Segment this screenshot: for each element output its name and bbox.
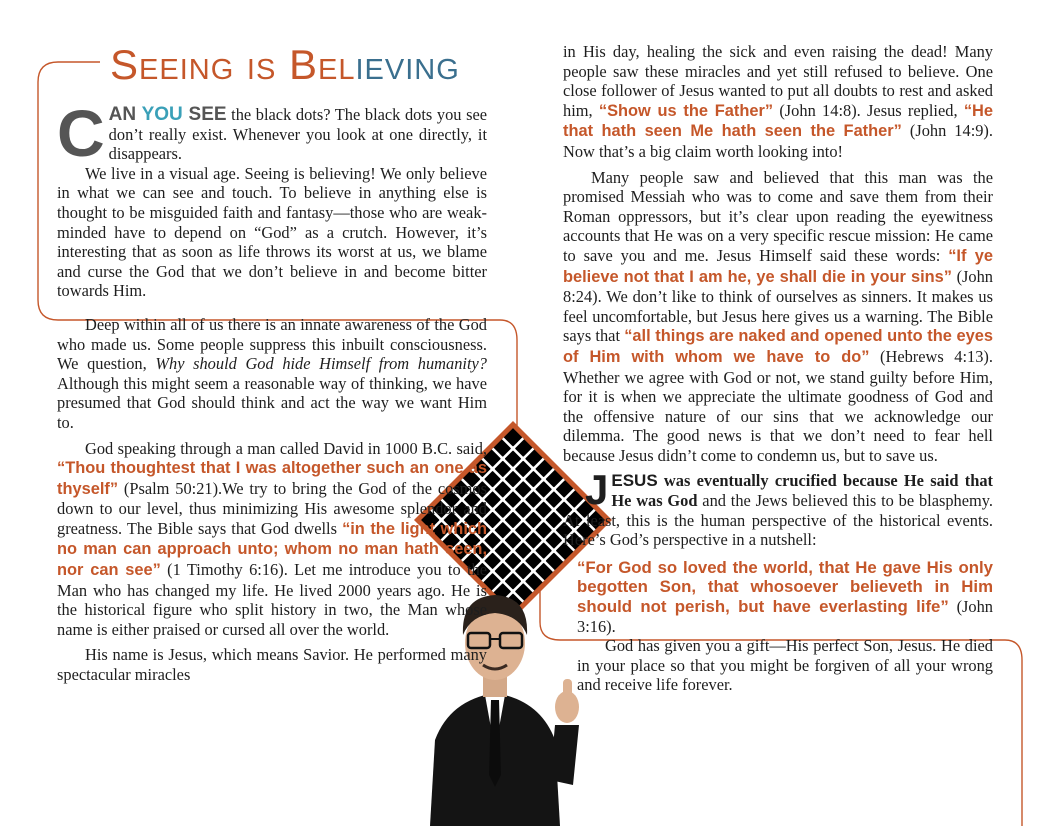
italic-question: Why should God hide Himself from humanity?	[155, 354, 487, 374]
drop-cap-c: C	[57, 96, 105, 170]
paragraph-visual-age: We live in a visual age. Seeing is believing! We only believe in what we can see and touch. To believe in anything else is thought to be misguided faith and fantasy—those who are weak-minded have to depend on “God” as a crutch. However, it’s interesting that as soon as life throws its worst at us, we blame and curse the God that we don’t believe in and become bitter towards Him.	[57, 163, 487, 301]
paragraph-messiah	[563, 168, 993, 466]
bold-statement: was eventually crucified because He said that He was God	[611, 471, 993, 511]
text-span: (John 3:16).	[577, 597, 993, 636]
title-part-orange: Seeing is Bel	[110, 41, 356, 88]
text-span: (Psalm 50:21).We try to bring the God of the cosmos down to our level, thus minimizing His awesome splendor and greatness. The Bible says that God dwells	[57, 478, 487, 538]
left-column	[57, 96, 488, 685]
lead-word-can: AN	[108, 104, 142, 125]
paragraph-gift: God has given you a gift—His perfect Son, Jesus. He died in your place so that you might be forgiven of all your wrong and receive life forever.	[577, 636, 993, 695]
quote-john-3-16: “For God so loved the world, that He gave His only begotten Son, that whosoever believeth in Him should not perish, but have everlasting life”	[577, 557, 993, 617]
text-span: (John 8:24). We don’t like to think of ourselves as sinners. It makes us feel uncomfortable, but Jesus here gives us a warning. The Bible says that	[563, 266, 993, 346]
paragraph-john-3-16	[563, 558, 993, 636]
paragraph-miracles	[563, 42, 993, 162]
article-title	[110, 40, 460, 90]
text-span: Many people saw and believed that this man was the promised Messiah who was to come and save them from their Roman oppressors, but it’s clear upon reading the eyewitness accounts that He was on a very specific rescue mission: He came to save you and me. Jesus Himself said these words:	[563, 167, 993, 265]
lead-word-see: SEE	[188, 104, 227, 125]
text-span: God speaking through a man called David in 1000 B.C. said,	[85, 438, 487, 458]
quote-show-us-father: “Show us the Father”	[598, 101, 774, 120]
lead-word-jesus: ESUS	[611, 471, 658, 491]
intro-paragraph	[57, 96, 488, 170]
paragraph-innate-awareness	[57, 315, 487, 433]
text-span: Deep within all of us there is an innate awareness of the God who made us. Some people suppress this inbuilt consciousness. We question,	[57, 314, 487, 374]
title-part-blue: ieving	[355, 41, 460, 88]
text-span: (John 14:8). Jesus replied,	[773, 100, 964, 120]
text-span: and the Jews believed this to be blasphemy. At least, this is the human perspective of the historical events. Here’s God’s perspective in a nutshell:	[563, 491, 993, 550]
drop-cap-j: J	[585, 466, 609, 514]
intro-text: the black dots? The black dots you see don’t really exist. Whenever you look at one directly, it disappears.	[108, 105, 488, 164]
paragraph-crucified	[563, 466, 993, 550]
quote-psalm: “Thou thoughtest that I was altogether such an one as thyself”	[57, 459, 487, 498]
text-span: (1 Timothy 6:16). Let me introduce you to the Man who has changed my life. He lived 2000 years ago. He is the historical figure who split history in two, the Man whose name is either praised or cursed all over the world.	[57, 560, 488, 639]
lead-word-you: YOU	[141, 104, 189, 125]
quote-hath-seen-me: “He that hath seen Me hath seen the Father”	[563, 101, 993, 141]
quote-hebrews: “all things are naked and opened unto the eyes of Him with whom we have to do”	[563, 327, 993, 366]
quote-john-8-24: “If ye believe not that I am he, ye shall die in your sins”	[563, 246, 993, 286]
paragraph-david	[57, 439, 487, 640]
text-span: (Hebrews 4:13). Whether we agree with God or not, we stand guilty before Him, for it is when we appreciate the ultimate goodness of God and the offensive nature of our sins that we acknowledge our dilemma. The good news is that we don’t need to fear hell because Jesus didn’t come to condemn us, but to save us.	[563, 346, 993, 465]
right-column	[563, 42, 993, 695]
text-span: Although this might seem a reasonable way of thinking, we have presumed that God should think and act the way we want Him to.	[57, 373, 487, 432]
paragraph-his-name: His name is Jesus, which means Savior. He performed many spectacular miracles	[57, 645, 487, 685]
text-span: in His day, healing the sick and even raising the dead! Many people saw these miracles and yet still refused to believe. One close follower of Jesus wanted to put all doubts to rest and asked him,	[563, 42, 993, 120]
text-span: (John 14:9). Now that’s a big claim worth looking into!	[563, 121, 993, 161]
quote-timothy: “in the light which no man can approach unto; whom no man hath seen, nor can see”	[57, 519, 488, 580]
